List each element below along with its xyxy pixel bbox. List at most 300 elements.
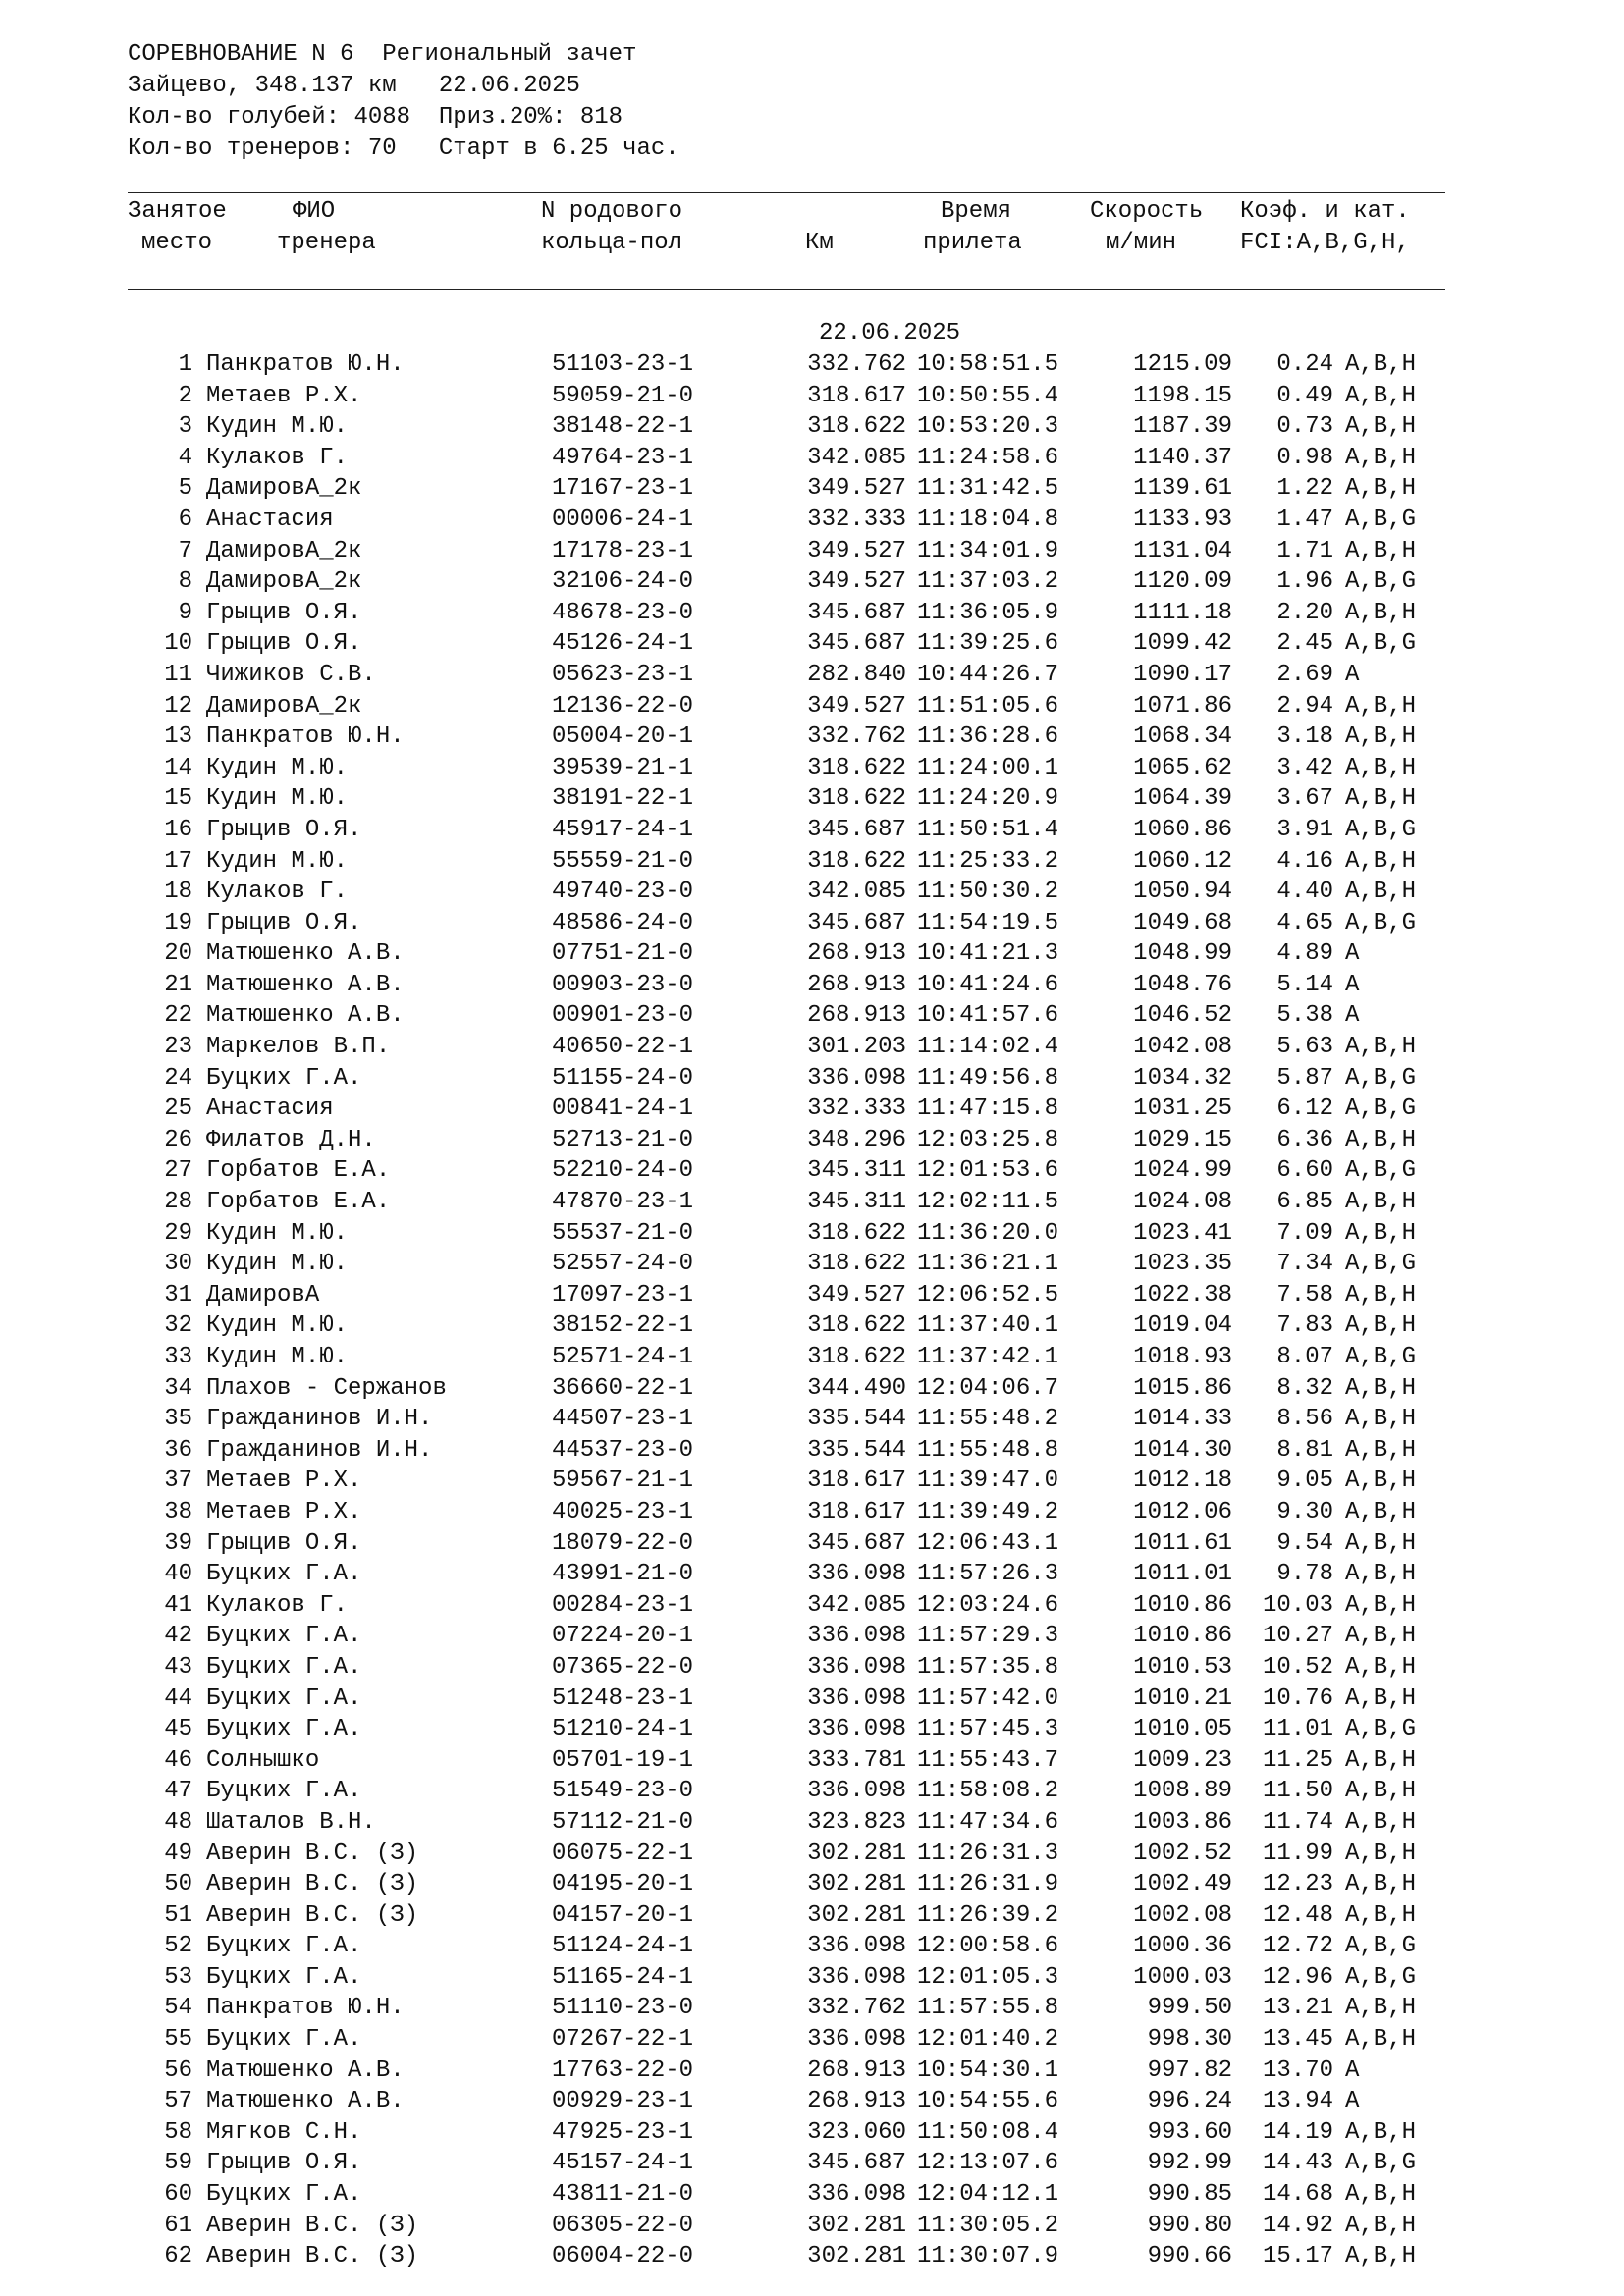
cell-coefficient: 9.30: [1276, 1498, 1333, 1525]
cell-place: 36: [164, 1436, 192, 1464]
cell-fci-category: A,B,H: [1345, 2212, 1417, 2239]
cell-fci-category: A,B,G: [1345, 816, 1417, 843]
cell-coefficient: 10.76: [1262, 1684, 1333, 1712]
cell-speed: 1002.08: [1133, 1901, 1232, 1929]
table-row: [0, 938, 1624, 970]
cell-arrival-time: 11:55:48.8: [917, 1436, 1059, 1464]
cell-place: 58: [164, 2118, 192, 2146]
cell-speed: 1139.61: [1133, 475, 1232, 503]
cell-coefficient: 8.81: [1276, 1436, 1333, 1464]
table-row: [0, 1466, 1624, 1497]
col-ring-line1: N родового: [541, 198, 683, 225]
cell-fci-category: A,B,H: [1345, 1219, 1417, 1247]
cell-place: 43: [164, 1653, 192, 1681]
cell-fci-category: A,B,H: [1345, 879, 1417, 906]
cell-arrival-time: 11:50:30.2: [917, 879, 1059, 906]
cell-place: 25: [164, 1095, 192, 1123]
cell-trainer-name: ДамировА_2к: [206, 537, 362, 564]
cell-place: 57: [164, 2088, 192, 2115]
cell-coefficient: 8.32: [1276, 1374, 1333, 1402]
cell-ring-number: 47925-23-1: [552, 2118, 694, 2146]
cell-trainer-name: Кудин М.Ю.: [206, 413, 349, 441]
cell-place: 28: [164, 1189, 192, 1216]
cell-arrival-time: 11:24:00.1: [917, 754, 1059, 781]
cell-fci-category: A,B,H: [1345, 2118, 1417, 2146]
table-row: [0, 1187, 1624, 1218]
cell-coefficient: 3.91: [1276, 816, 1333, 843]
cell-trainer-name: Кудин М.Ю.: [206, 1219, 349, 1247]
cell-speed: 1012.18: [1133, 1468, 1232, 1495]
table-row: [0, 1652, 1624, 1683]
cell-arrival-time: 10:44:26.7: [917, 661, 1059, 688]
cell-trainer-name: ДамировА: [206, 1281, 320, 1308]
cell-speed: 1022.38: [1133, 1281, 1232, 1308]
cell-distance-km: 342.085: [807, 879, 906, 906]
cell-fci-category: A,B,H: [1345, 1623, 1417, 1650]
cell-fci-category: A,B,H: [1345, 475, 1417, 503]
cell-fci-category: A,B,H: [1345, 1468, 1417, 1495]
cell-fci-category: A,B,G: [1345, 909, 1417, 936]
cell-speed: 1065.62: [1133, 754, 1232, 781]
cell-coefficient: 12.96: [1262, 1963, 1333, 1991]
cell-arrival-time: 11:30:05.2: [917, 2212, 1059, 2239]
cell-fci-category: A,B,H: [1345, 1374, 1417, 1402]
cell-ring-number: 12136-22-0: [552, 692, 694, 720]
cell-fci-category: A,B,H: [1345, 1561, 1417, 1588]
cell-fci-category: A,B,G: [1345, 568, 1417, 596]
cell-trainer-name: Панкратов Ю.Н.: [206, 351, 405, 378]
table-row: [0, 783, 1624, 815]
cell-coefficient: 5.14: [1276, 971, 1333, 998]
cell-coefficient: 14.43: [1262, 2150, 1333, 2177]
cell-speed: 1029.15: [1133, 1126, 1232, 1153]
table-row: [0, 2117, 1624, 2149]
table-row: [0, 1032, 1624, 1063]
cell-ring-number: 44507-23-1: [552, 1406, 694, 1433]
cell-arrival-time: 10:41:57.6: [917, 1002, 1059, 1030]
col-km: Км: [805, 230, 834, 256]
cell-arrival-time: 11:57:55.8: [917, 1995, 1059, 2022]
table-row: [0, 1435, 1624, 1467]
cell-fci-category: A: [1345, 940, 1360, 968]
cell-ring-number: 05623-23-1: [552, 661, 694, 688]
cell-ring-number: 45917-24-1: [552, 816, 694, 843]
table-row: [0, 1342, 1624, 1373]
cell-ring-number: 55559-21-0: [552, 847, 694, 875]
cell-fci-category: A,B,G: [1345, 1963, 1417, 1991]
cell-place: 4: [178, 444, 192, 471]
cell-fci-category: A,B,H: [1345, 1840, 1417, 1867]
cell-ring-number: 18079-22-0: [552, 1529, 694, 1557]
cell-ring-number: 07267-22-1: [552, 2026, 694, 2054]
cell-distance-km: 318.622: [807, 785, 906, 813]
table-row: [0, 1590, 1624, 1622]
cell-coefficient: 4.16: [1276, 847, 1333, 875]
table-row: [0, 908, 1624, 939]
cell-speed: 1009.23: [1133, 1746, 1232, 1774]
cell-ring-number: 51124-24-1: [552, 1933, 694, 1960]
cell-trainer-name: Кудин М.Ю.: [206, 1312, 349, 1340]
cell-distance-km: 268.913: [807, 940, 906, 968]
cell-arrival-time: 11:39:47.0: [917, 1468, 1059, 1495]
cell-distance-km: 332.333: [807, 1095, 906, 1123]
cell-trainer-name: Грыцив О.Я.: [206, 630, 362, 658]
cell-place: 26: [164, 1126, 192, 1153]
col-place-line2: место: [141, 230, 213, 256]
cell-distance-km: 318.622: [807, 1312, 906, 1340]
cell-distance-km: 332.333: [807, 506, 906, 533]
cell-coefficient: 13.70: [1262, 2056, 1333, 2084]
cell-trainer-name: Кудин М.Ю.: [206, 847, 349, 875]
cell-coefficient: 14.68: [1262, 2181, 1333, 2209]
table-row: [0, 381, 1624, 412]
cell-place: 16: [164, 816, 192, 843]
cell-speed: 1014.33: [1133, 1406, 1232, 1433]
cell-trainer-name: Буцких Г.А.: [206, 2181, 362, 2209]
cell-place: 8: [178, 568, 192, 596]
cell-speed: 1215.09: [1133, 351, 1232, 378]
cell-trainer-name: Грыцив О.Я.: [206, 909, 362, 936]
cell-arrival-time: 12:13:07.6: [917, 2150, 1059, 2177]
cell-arrival-time: 10:54:30.1: [917, 2056, 1059, 2084]
cell-fci-category: A,B,H: [1345, 847, 1417, 875]
cell-fci-category: A,B,H: [1345, 1406, 1417, 1433]
cell-coefficient: 10.27: [1262, 1623, 1333, 1650]
cell-place: 47: [164, 1778, 192, 1805]
cell-arrival-time: 11:51:05.6: [917, 692, 1059, 720]
cell-place: 35: [164, 1406, 192, 1433]
cell-speed: 1031.25: [1133, 1095, 1232, 1123]
cell-ring-number: 00284-23-1: [552, 1591, 694, 1619]
cell-place: 24: [164, 1064, 192, 1092]
cell-speed: 1048.76: [1133, 971, 1232, 998]
cell-distance-km: 349.527: [807, 692, 906, 720]
cell-place: 9: [178, 599, 192, 626]
cell-fci-category: A,B,H: [1345, 1529, 1417, 1557]
cell-coefficient: 3.42: [1276, 754, 1333, 781]
cell-arrival-time: 10:41:21.3: [917, 940, 1059, 968]
table-row: [0, 2086, 1624, 2117]
cell-arrival-time: 11:36:20.0: [917, 1219, 1059, 1247]
cell-trainer-name: Солнышко: [206, 1746, 320, 1774]
cell-place: 44: [164, 1684, 192, 1712]
cell-fci-category: A: [1345, 661, 1360, 688]
cell-fci-category: A,B,H: [1345, 1746, 1417, 1774]
cell-distance-km: 342.085: [807, 444, 906, 471]
cell-place: 29: [164, 1219, 192, 1247]
cell-speed: 1071.86: [1133, 692, 1232, 720]
cell-arrival-time: 11:58:08.2: [917, 1778, 1059, 1805]
cell-fci-category: A,B,H: [1345, 1808, 1417, 1836]
cell-arrival-time: 12:06:43.1: [917, 1529, 1059, 1557]
cell-arrival-time: 11:37:03.2: [917, 568, 1059, 596]
cell-place: 48: [164, 1808, 192, 1836]
cell-arrival-time: 11:34:01.9: [917, 537, 1059, 564]
table-row: [0, 815, 1624, 846]
cell-trainer-name: Гражданинов И.Н.: [206, 1436, 433, 1464]
cell-coefficient: 0.49: [1276, 382, 1333, 409]
cell-place: 55: [164, 2026, 192, 2054]
cell-arrival-time: 11:37:42.1: [917, 1344, 1059, 1370]
cell-arrival-time: 11:47:34.6: [917, 1808, 1059, 1836]
cell-ring-number: 51155-24-0: [552, 1064, 694, 1092]
cell-arrival-time: 11:39:25.6: [917, 630, 1059, 658]
cell-fci-category: A,B,H: [1345, 1653, 1417, 1681]
cell-arrival-time: 12:04:12.1: [917, 2181, 1059, 2209]
cell-trainer-name: Грыцив О.Я.: [206, 1529, 362, 1557]
cell-distance-km: 318.622: [807, 847, 906, 875]
cell-coefficient: 2.69: [1276, 661, 1333, 688]
cell-ring-number: 17178-23-1: [552, 537, 694, 564]
cell-trainer-name: Кудин М.Ю.: [206, 1344, 349, 1370]
cell-ring-number: 06004-22-0: [552, 2243, 694, 2270]
cell-speed: 1010.86: [1133, 1591, 1232, 1619]
cell-place: 42: [164, 1623, 192, 1650]
table-row: [0, 2024, 1624, 2056]
cell-arrival-time: 10:50:55.4: [917, 382, 1059, 409]
cell-coefficient: 0.73: [1276, 413, 1333, 441]
cell-coefficient: 8.07: [1276, 1344, 1333, 1370]
cell-coefficient: 13.21: [1262, 1995, 1333, 2022]
cell-place: 31: [164, 1281, 192, 1308]
col-speed-line2: м/мин: [1106, 230, 1177, 256]
cell-trainer-name: Матюшенко А.В.: [206, 971, 405, 998]
cell-coefficient: 2.45: [1276, 630, 1333, 658]
cell-trainer-name: Аверин В.С. (З): [206, 2243, 419, 2270]
table-row: [0, 2211, 1624, 2242]
cell-coefficient: 1.96: [1276, 568, 1333, 596]
table-row: [0, 2056, 1624, 2087]
cell-trainer-name: Аверин В.С. (З): [206, 1871, 419, 1898]
cell-arrival-time: 11:57:26.3: [917, 1561, 1059, 1588]
cell-trainer-name: Анастасия: [206, 506, 334, 533]
table-row: [0, 1063, 1624, 1095]
cell-speed: 999.50: [1147, 1995, 1232, 2022]
cell-trainer-name: Чижиков С.В.: [206, 661, 376, 688]
table-row: [0, 2148, 1624, 2179]
cell-place: 50: [164, 1871, 192, 1898]
release-location-date: Зайцево, 348.137 км 22.06.2025: [128, 73, 580, 99]
cell-place: 27: [164, 1157, 192, 1185]
cell-trainer-name: Буцких Г.А.: [206, 1933, 362, 1960]
cell-ring-number: 04157-20-1: [552, 1901, 694, 1929]
table-row: [0, 1745, 1624, 1777]
cell-trainer-name: Кудин М.Ю.: [206, 754, 349, 781]
cell-coefficient: 13.94: [1262, 2088, 1333, 2115]
cell-place: 23: [164, 1034, 192, 1061]
cell-ring-number: 00929-23-1: [552, 2088, 694, 2115]
table-row: [0, 443, 1624, 474]
cell-distance-km: 336.098: [807, 1933, 906, 1960]
cell-speed: 1099.42: [1133, 630, 1232, 658]
cell-fci-category: A,B,G: [1345, 2150, 1417, 2177]
table-row: [0, 846, 1624, 878]
cell-ring-number: 05701-19-1: [552, 1746, 694, 1774]
cell-place: 59: [164, 2150, 192, 2177]
cell-ring-number: 04195-20-1: [552, 1871, 694, 1898]
cell-distance-km: 268.913: [807, 2088, 906, 2115]
cell-distance-km: 345.687: [807, 630, 906, 658]
cell-distance-km: 332.762: [807, 723, 906, 751]
table-row: [0, 411, 1624, 443]
cell-ring-number: 38148-22-1: [552, 413, 694, 441]
cell-place: 18: [164, 879, 192, 906]
col-coef-line2: FCI:A,B,G,H,: [1240, 230, 1410, 256]
pigeon-count-prize: Кол-во голубей: 4088 Приз.20%: 818: [128, 104, 623, 131]
cell-distance-km: 268.913: [807, 971, 906, 998]
cell-trainer-name: Гражданинов И.Н.: [206, 1406, 433, 1433]
cell-coefficient: 1.47: [1276, 506, 1333, 533]
cell-distance-km: 336.098: [807, 1963, 906, 1991]
cell-distance-km: 336.098: [807, 1561, 906, 1588]
cell-ring-number: 06305-22-0: [552, 2212, 694, 2239]
cell-speed: 1008.89: [1133, 1778, 1232, 1805]
cell-trainer-name: Матюшенко А.В.: [206, 940, 405, 968]
cell-ring-number: 38191-22-1: [552, 785, 694, 813]
cell-fci-category: A,B,H: [1345, 1901, 1417, 1929]
cell-distance-km: 318.617: [807, 382, 906, 409]
cell-arrival-time: 11:49:56.8: [917, 1064, 1059, 1092]
cell-coefficient: 12.48: [1262, 1901, 1333, 1929]
cell-ring-number: 00841-24-1: [552, 1095, 694, 1123]
cell-ring-number: 51210-24-1: [552, 1716, 694, 1743]
cell-arrival-time: 12:06:52.5: [917, 1281, 1059, 1308]
cell-distance-km: 332.762: [807, 351, 906, 378]
cell-coefficient: 12.72: [1262, 1933, 1333, 1960]
cell-arrival-time: 11:55:43.7: [917, 1746, 1059, 1774]
cell-coefficient: 11.99: [1262, 1840, 1333, 1867]
cell-fci-category: A,B,G: [1345, 1344, 1417, 1370]
cell-coefficient: 10.52: [1262, 1653, 1333, 1681]
cell-place: 46: [164, 1746, 192, 1774]
cell-place: 51: [164, 1901, 192, 1929]
cell-distance-km: 318.622: [807, 1219, 906, 1247]
cell-fci-category: A,B,H: [1345, 444, 1417, 471]
cell-speed: 1018.93: [1133, 1344, 1232, 1370]
table-row: [0, 1094, 1624, 1125]
cell-place: 17: [164, 847, 192, 875]
cell-speed: 1049.68: [1133, 909, 1232, 936]
cell-coefficient: 14.19: [1262, 2118, 1333, 2146]
cell-coefficient: 1.71: [1276, 537, 1333, 564]
cell-place: 62: [164, 2243, 192, 2270]
col-name-line1: ФИО: [293, 198, 336, 225]
cell-arrival-time: 12:00:58.6: [917, 1933, 1059, 1960]
cell-arrival-time: 11:36:05.9: [917, 599, 1059, 626]
cell-ring-number: 49740-23-0: [552, 879, 694, 906]
date-group-label: 22.06.2025: [819, 320, 961, 347]
cell-trainer-name: Аверин В.С. (З): [206, 1901, 419, 1929]
cell-arrival-time: 11:30:07.9: [917, 2243, 1059, 2270]
cell-fci-category: A: [1345, 1002, 1360, 1030]
cell-distance-km: 345.311: [807, 1157, 906, 1185]
cell-distance-km: 336.098: [807, 1778, 906, 1805]
cell-place: 11: [164, 661, 192, 688]
cell-fci-category: A,B,H: [1345, 1995, 1417, 2022]
cell-coefficient: 11.74: [1262, 1808, 1333, 1836]
cell-place: 3: [178, 413, 192, 441]
cell-place: 53: [164, 1963, 192, 1991]
cell-speed: 1064.39: [1133, 785, 1232, 813]
cell-trainer-name: Аверин В.С. (З): [206, 2212, 419, 2239]
cell-arrival-time: 12:03:25.8: [917, 1126, 1059, 1153]
cell-fci-category: A,B,G: [1345, 630, 1417, 658]
cell-speed: 1002.52: [1133, 1840, 1232, 1867]
cell-ring-number: 36660-22-1: [552, 1374, 694, 1402]
cell-coefficient: 13.45: [1262, 2026, 1333, 2054]
cell-fci-category: A,B,H: [1345, 723, 1417, 751]
cell-place: 41: [164, 1591, 192, 1619]
table-row: [0, 1155, 1624, 1187]
cell-ring-number: 07365-22-0: [552, 1653, 694, 1681]
cell-ring-number: 44537-23-0: [552, 1436, 694, 1464]
cell-speed: 1015.86: [1133, 1374, 1232, 1402]
cell-place: 54: [164, 1995, 192, 2022]
cell-coefficient: 2.94: [1276, 692, 1333, 720]
cell-distance-km: 318.622: [807, 754, 906, 781]
cell-ring-number: 52557-24-0: [552, 1251, 694, 1278]
cell-place: 22: [164, 1002, 192, 1030]
cell-ring-number: 47870-23-1: [552, 1189, 694, 1216]
cell-trainer-name: Метаев Р.Х.: [206, 1468, 362, 1495]
table-row: [0, 1559, 1624, 1590]
table-row: [0, 877, 1624, 908]
table-row: [0, 1931, 1624, 1962]
cell-arrival-time: 11:25:33.2: [917, 847, 1059, 875]
cell-distance-km: 348.296: [807, 1126, 906, 1153]
cell-fci-category: A,B,H: [1345, 413, 1417, 441]
cell-speed: 1111.18: [1133, 599, 1232, 626]
cell-place: 10: [164, 630, 192, 658]
cell-trainer-name: Буцких Г.А.: [206, 1684, 362, 1712]
cell-trainer-name: Метаев Р.Х.: [206, 1498, 362, 1525]
cell-speed: 990.80: [1147, 2212, 1232, 2239]
cell-trainer-name: Горбатов Е.А.: [206, 1157, 391, 1185]
cell-speed: 1131.04: [1133, 537, 1232, 564]
cell-trainer-name: Анастасия: [206, 1095, 334, 1123]
cell-distance-km: 345.687: [807, 599, 906, 626]
cell-place: 39: [164, 1529, 192, 1557]
cell-distance-km: 336.098: [807, 1716, 906, 1743]
cell-place: 5: [178, 475, 192, 503]
cell-place: 6: [178, 506, 192, 533]
cell-arrival-time: 11:26:31.3: [917, 1840, 1059, 1867]
cell-ring-number: 59567-21-1: [552, 1468, 694, 1495]
cell-arrival-time: 11:54:19.5: [917, 909, 1059, 936]
cell-place: 21: [164, 971, 192, 998]
cell-ring-number: 51103-23-1: [552, 351, 694, 378]
cell-fci-category: A,B,H: [1345, 2026, 1417, 2054]
cell-ring-number: 00901-23-0: [552, 1002, 694, 1030]
cell-coefficient: 7.09: [1276, 1219, 1333, 1247]
cell-ring-number: 55537-21-0: [552, 1219, 694, 1247]
cell-coefficient: 9.05: [1276, 1468, 1333, 1495]
table-row: [0, 1714, 1624, 1745]
cell-place: 15: [164, 785, 192, 813]
cell-speed: 1187.39: [1133, 413, 1232, 441]
cell-ring-number: 07224-20-1: [552, 1623, 694, 1650]
cell-speed: 990.85: [1147, 2181, 1232, 2209]
cell-trainer-name: Буцких Г.А.: [206, 1623, 362, 1650]
cell-distance-km: 335.544: [807, 1436, 906, 1464]
cell-speed: 1003.86: [1133, 1808, 1232, 1836]
cell-coefficient: 6.85: [1276, 1189, 1333, 1216]
cell-ring-number: 00903-23-0: [552, 971, 694, 998]
cell-ring-number: 48586-24-0: [552, 909, 694, 936]
cell-speed: 1133.93: [1133, 506, 1232, 533]
cell-trainer-name: Буцких Г.А.: [206, 1561, 362, 1588]
cell-speed: 1010.53: [1133, 1653, 1232, 1681]
